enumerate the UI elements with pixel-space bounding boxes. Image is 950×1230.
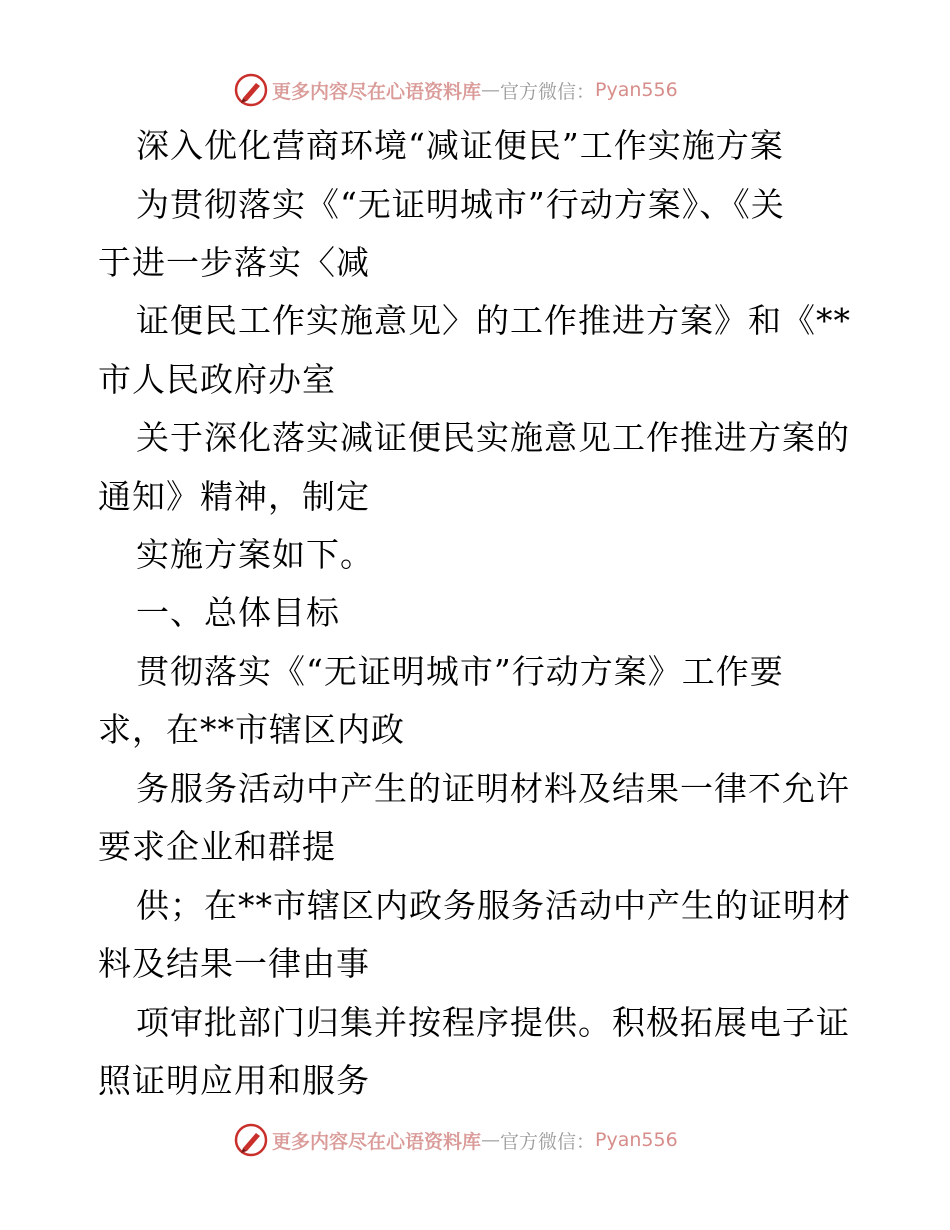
- banner-dash: —: [481, 79, 501, 101]
- banner-wechat-id: Pyan556: [595, 1129, 678, 1151]
- banner-wechat-label: 官方微信：: [500, 80, 596, 103]
- section-heading: 一、总体目标: [136, 593, 340, 632]
- paragraph-line: 项审批部门归集并按程序提供。积极拓展电子证: [136, 1003, 850, 1042]
- paragraph-line: 照证明应用和服务: [98, 1061, 370, 1100]
- document-title: 深入优化营商环境“减证便民”工作实施方案: [136, 126, 784, 165]
- paragraph-line: 料及结果一律由事: [98, 944, 370, 983]
- banner-slogan: 更多内容尽在心语资料库: [272, 80, 482, 103]
- paragraph-line: 贯彻落实《“无证明城市”行动方案》工作要: [136, 652, 784, 691]
- paragraph-line: 关于深化落实减证便民实施意见工作推进方案的: [136, 418, 850, 457]
- paragraph-line: 求，在**市辖区内政: [98, 710, 405, 749]
- banner-dash: —: [481, 1129, 501, 1151]
- banner-wechat-id: Pyan556: [595, 79, 678, 101]
- paragraph-line: 于进一步落实〈减: [98, 243, 370, 282]
- paragraph-line: 要求企业和群提: [98, 827, 336, 866]
- pen-logo-icon: [234, 1123, 268, 1157]
- paragraph-line: 证便民工作实施意见〉的工作推进方案》和《**: [136, 301, 851, 340]
- paragraph-line: 务服务活动中产生的证明材料及结果一律不允许: [136, 769, 850, 808]
- footer-banner: [234, 1122, 754, 1158]
- banner-slogan: 更多内容尽在心语资料库: [272, 1130, 482, 1153]
- paragraph-line: 供；在**市辖区内政务服务活动中产生的证明材: [136, 886, 851, 925]
- paragraph-line: 为贯彻落实《“无证明城市”行动方案》、《关: [136, 185, 785, 224]
- paragraph-line: 实施方案如下。: [136, 535, 374, 574]
- paragraph-line: 市人民政府办室: [98, 360, 336, 399]
- banner-wechat-label: 官方微信：: [500, 1130, 596, 1153]
- pen-logo-icon: [234, 73, 268, 107]
- paragraph-line: 通知》精神，制定: [98, 477, 370, 516]
- header-banner: [234, 72, 754, 108]
